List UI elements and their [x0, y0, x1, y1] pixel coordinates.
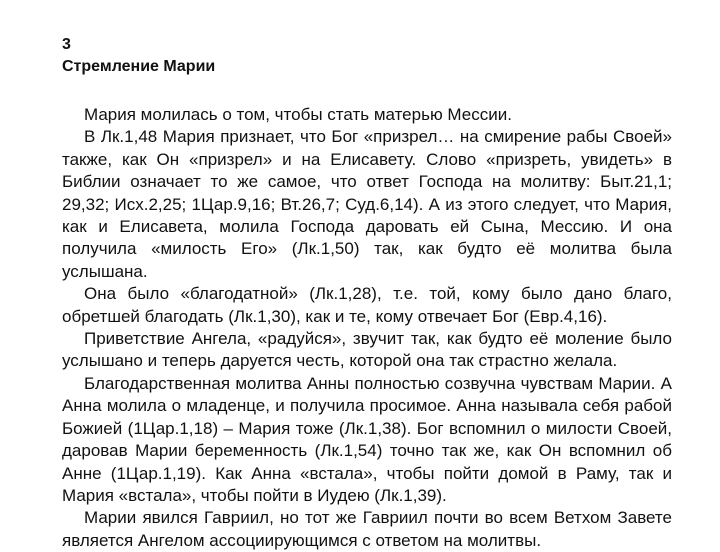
- section-number: 3: [62, 36, 71, 53]
- paragraph: Приветствие Ангела, «радуйся», звучит так, как будто её моление было услышано и теперь даруется честь, которой она так страстно желала.: [62, 329, 672, 371]
- paragraph: Марии явился Гавриил, но тот же Гавриил почти во всем Ветхом Завете является Ангелом ассоциирующимся с ответом на молитвы.: [62, 508, 672, 550]
- paragraph: Мария молилась о том, чтобы стать матерью Мессии.: [84, 105, 512, 124]
- section-title: Стремление Марии: [62, 58, 216, 75]
- paragraph: Благодарственная молитва Анны полностью созвучна чувствам Марии. А Анна молила о младенце, и получила просимое. Анна называла себя рабой Божией (1Цар.1,18) – Мария тоже (Лк.1,38). Бог вспомнил о милости Своей, даровав Марии беременность (Лк.1,54) точно так же, как Он вспомнил об Анне (1Цар.1,19). Как Анна «встала», чтобы пойти домой в Раму, так и Мария «встала», чтобы пойти в Иудею (Лк.1,39).: [62, 373, 672, 505]
- paragraph: В Лк.1,48 Мария признает, что Бог «призрел… на смирение рабы Своей» также, как Он «призрел» и на Елисавету. Слово «призреть, увидеть» в Библии означает то же самое, что ответ Господа на молитву: Быт.21,1; 29,32; Исх.2,25; 1Цар.9,16; Вт.26,7; Суд.6,14). А из этого следует, что Мария, как и Елисавета, молила Господа даровать ей Сына, Мессию. И она получила «милость Его» (Лк.1,50) так, как будто её молитва была услышана.: [62, 127, 672, 281]
- document-body: [62, 104, 672, 552]
- document-page: [62, 34, 672, 552]
- paragraph: Она было «благодатной» (Лк.1,28), т.е. той, кому было дано благо, обретшей благодать (Лк.1,30), как и те, кому отвечает Бог (Евр.4,16).: [62, 284, 672, 326]
